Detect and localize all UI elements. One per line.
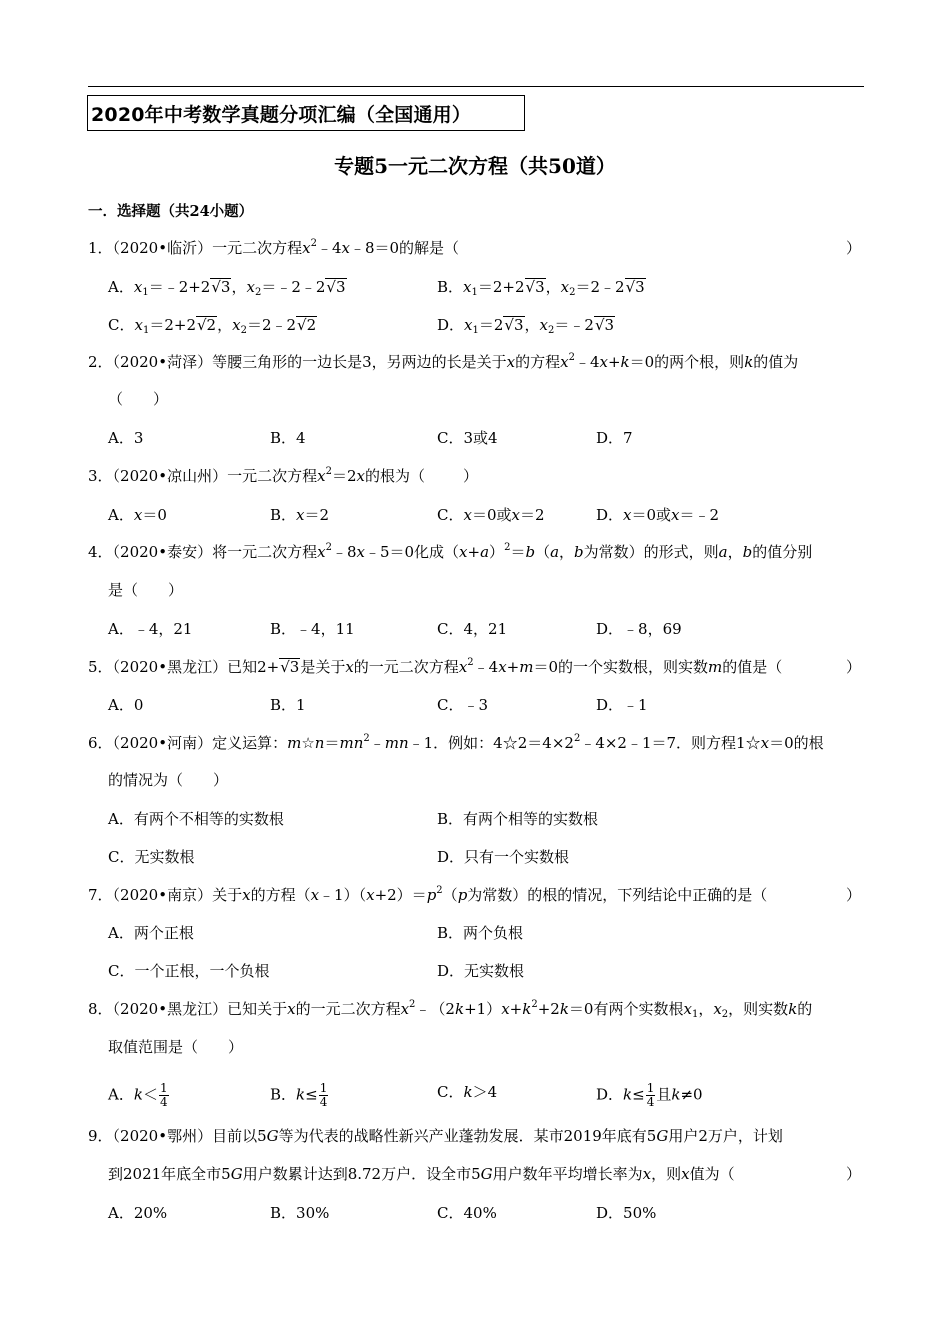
option-a: A．3 bbox=[108, 429, 144, 447]
option-a: A．20% bbox=[108, 1204, 168, 1222]
option-a: A．有两个不相等的实数根 bbox=[108, 810, 284, 828]
option-d: D．﹣1 bbox=[596, 696, 648, 714]
question-7: 7．（2020•南京）关于x的方程$(x﹣1)(x+2)=p^2(p$为常数）的根的情况，下列结论中正确的是（ ） bbox=[88, 885, 862, 904]
fraction: $\frac{1}{4}$ bbox=[646, 1081, 655, 1109]
option-b: B．﹣4，11 bbox=[270, 620, 355, 638]
option-b: B．有两个相等的实数根 bbox=[437, 810, 599, 828]
option-d: D．7 bbox=[596, 429, 633, 447]
option-c: C．一个正根，一个负根 bbox=[108, 962, 270, 980]
option-d: D．k≤ $\frac{1}{4}$ 且k≠0 bbox=[596, 1081, 703, 1109]
option-d: D．50% bbox=[596, 1204, 657, 1222]
header-rule bbox=[88, 86, 864, 87]
option-a: A．两个正根 bbox=[108, 924, 194, 942]
option-b: B．k≤ $\frac{1}{4}$ bbox=[270, 1081, 328, 1109]
question-8-continuation: 取值范围是（ ） bbox=[108, 1038, 244, 1056]
question-2-continuation: （ ） bbox=[108, 390, 169, 408]
option-b: B．两个负根 bbox=[437, 924, 524, 942]
option-c: C．无实数根 bbox=[108, 848, 195, 866]
option-a: A．﹣4，21 bbox=[108, 620, 193, 638]
option-c: C．x＝0或x＝2 bbox=[437, 506, 545, 524]
option-c: C．k＞4 bbox=[437, 1083, 498, 1101]
question-3: 3．（2020•凉山州）一元二次方程$x^2=2x$的根为（ ） bbox=[88, 466, 478, 485]
option-d: D．﹣8，69 bbox=[596, 620, 682, 638]
question-1: 1．（2020•临沂）一元二次方程$x^2﹣4x﹣8=0$的解是（ ） bbox=[88, 238, 862, 257]
series-title-box: 2020年中考数学真题分项汇编（全国通用） bbox=[87, 95, 525, 131]
question-6-continuation: 的情况为（ ） bbox=[108, 771, 229, 789]
option-d: D．x＝0或x＝﹣2 bbox=[596, 506, 720, 524]
question-4-continuation: 是（ ） bbox=[108, 581, 184, 599]
section-heading: 一．选择题（共24小题） bbox=[88, 203, 254, 220]
question-5: 5．（2020•黑龙江）已知2+√3是关于x的一元二次方程$x^2﹣4x+m=0$的一个实数根，则实数m的值是（ ） bbox=[88, 657, 862, 676]
option-c: C．40% bbox=[437, 1204, 497, 1222]
question-8: 8．（2020•黑龙江）已知关于x的一元二次方程$x^2﹣(2k+1)x+k^2+2k=0$有两个实数根$x_1$，$x_2$，则实数k的 bbox=[88, 999, 813, 1020]
option-c: C．4，21 bbox=[437, 620, 508, 638]
question-4: 4．（2020•泰安）将一元二次方程$x^2﹣8x﹣5=0$化成$(x+a)^2=b(a$，b为常数）的形式，则a，b的值分别 bbox=[88, 542, 813, 561]
question-6: 6．（2020•河南）定义运算：$m☆n=mn^2﹣mn﹣1$．例如：$4☆2=4\times 2^2﹣4\times 2﹣1=7$．则方程1☆x＝0的根 bbox=[88, 733, 824, 752]
option-c: C．﹣3 bbox=[437, 696, 489, 714]
option-a: A．x＝0 bbox=[108, 506, 167, 524]
option-b: B．30% bbox=[270, 1204, 330, 1222]
option-b: B．4 bbox=[270, 429, 306, 447]
option-c: C．3或4 bbox=[437, 429, 498, 447]
option-c: C．$x_1=2+2√2$，$x_2=2﹣2√2$ bbox=[108, 316, 317, 336]
option-a: A．0 bbox=[108, 696, 144, 714]
option-b: B．1 bbox=[270, 696, 306, 714]
option-d: D．$x_1=2√3$，$x_2=﹣2√3$ bbox=[437, 316, 615, 336]
option-a: A．$x_1=﹣2+2√3$，$x_2=﹣2﹣2√3$ bbox=[108, 278, 346, 298]
fraction: $\frac{1}{4}$ bbox=[319, 1081, 328, 1109]
option-a: A．k＜ $\frac{1}{4}$ bbox=[108, 1081, 168, 1109]
option-b: B．$x_1=2+2√3$，$x_2=2﹣2√3$ bbox=[437, 278, 645, 298]
question-9: 9．（2020•鄂州）目前以5G等为代表的战略性新兴产业蓬勃发展．某市2019年底有5G用户2万户，计划 bbox=[88, 1127, 783, 1145]
fraction: $\frac{1}{4}$ bbox=[159, 1081, 168, 1109]
question-2: 2．（2020•菏泽）等腰三角形的一边长是3，另两边的长是关于x的方程$x^2﹣4x+k=0$的两个根，则k的值为 bbox=[88, 352, 799, 371]
option-d: D．只有一个实数根 bbox=[437, 848, 570, 866]
document-title: 专题5一元二次方程（共50道） bbox=[334, 154, 616, 178]
option-b: B．x＝2 bbox=[270, 506, 330, 524]
option-d: D．无实数根 bbox=[437, 962, 525, 980]
question-9-continuation: 到2021年底全市5G用户数累计达到8.72万户．设全市5G用户数年平均增长率为x，则x值为（ ） bbox=[108, 1165, 862, 1183]
